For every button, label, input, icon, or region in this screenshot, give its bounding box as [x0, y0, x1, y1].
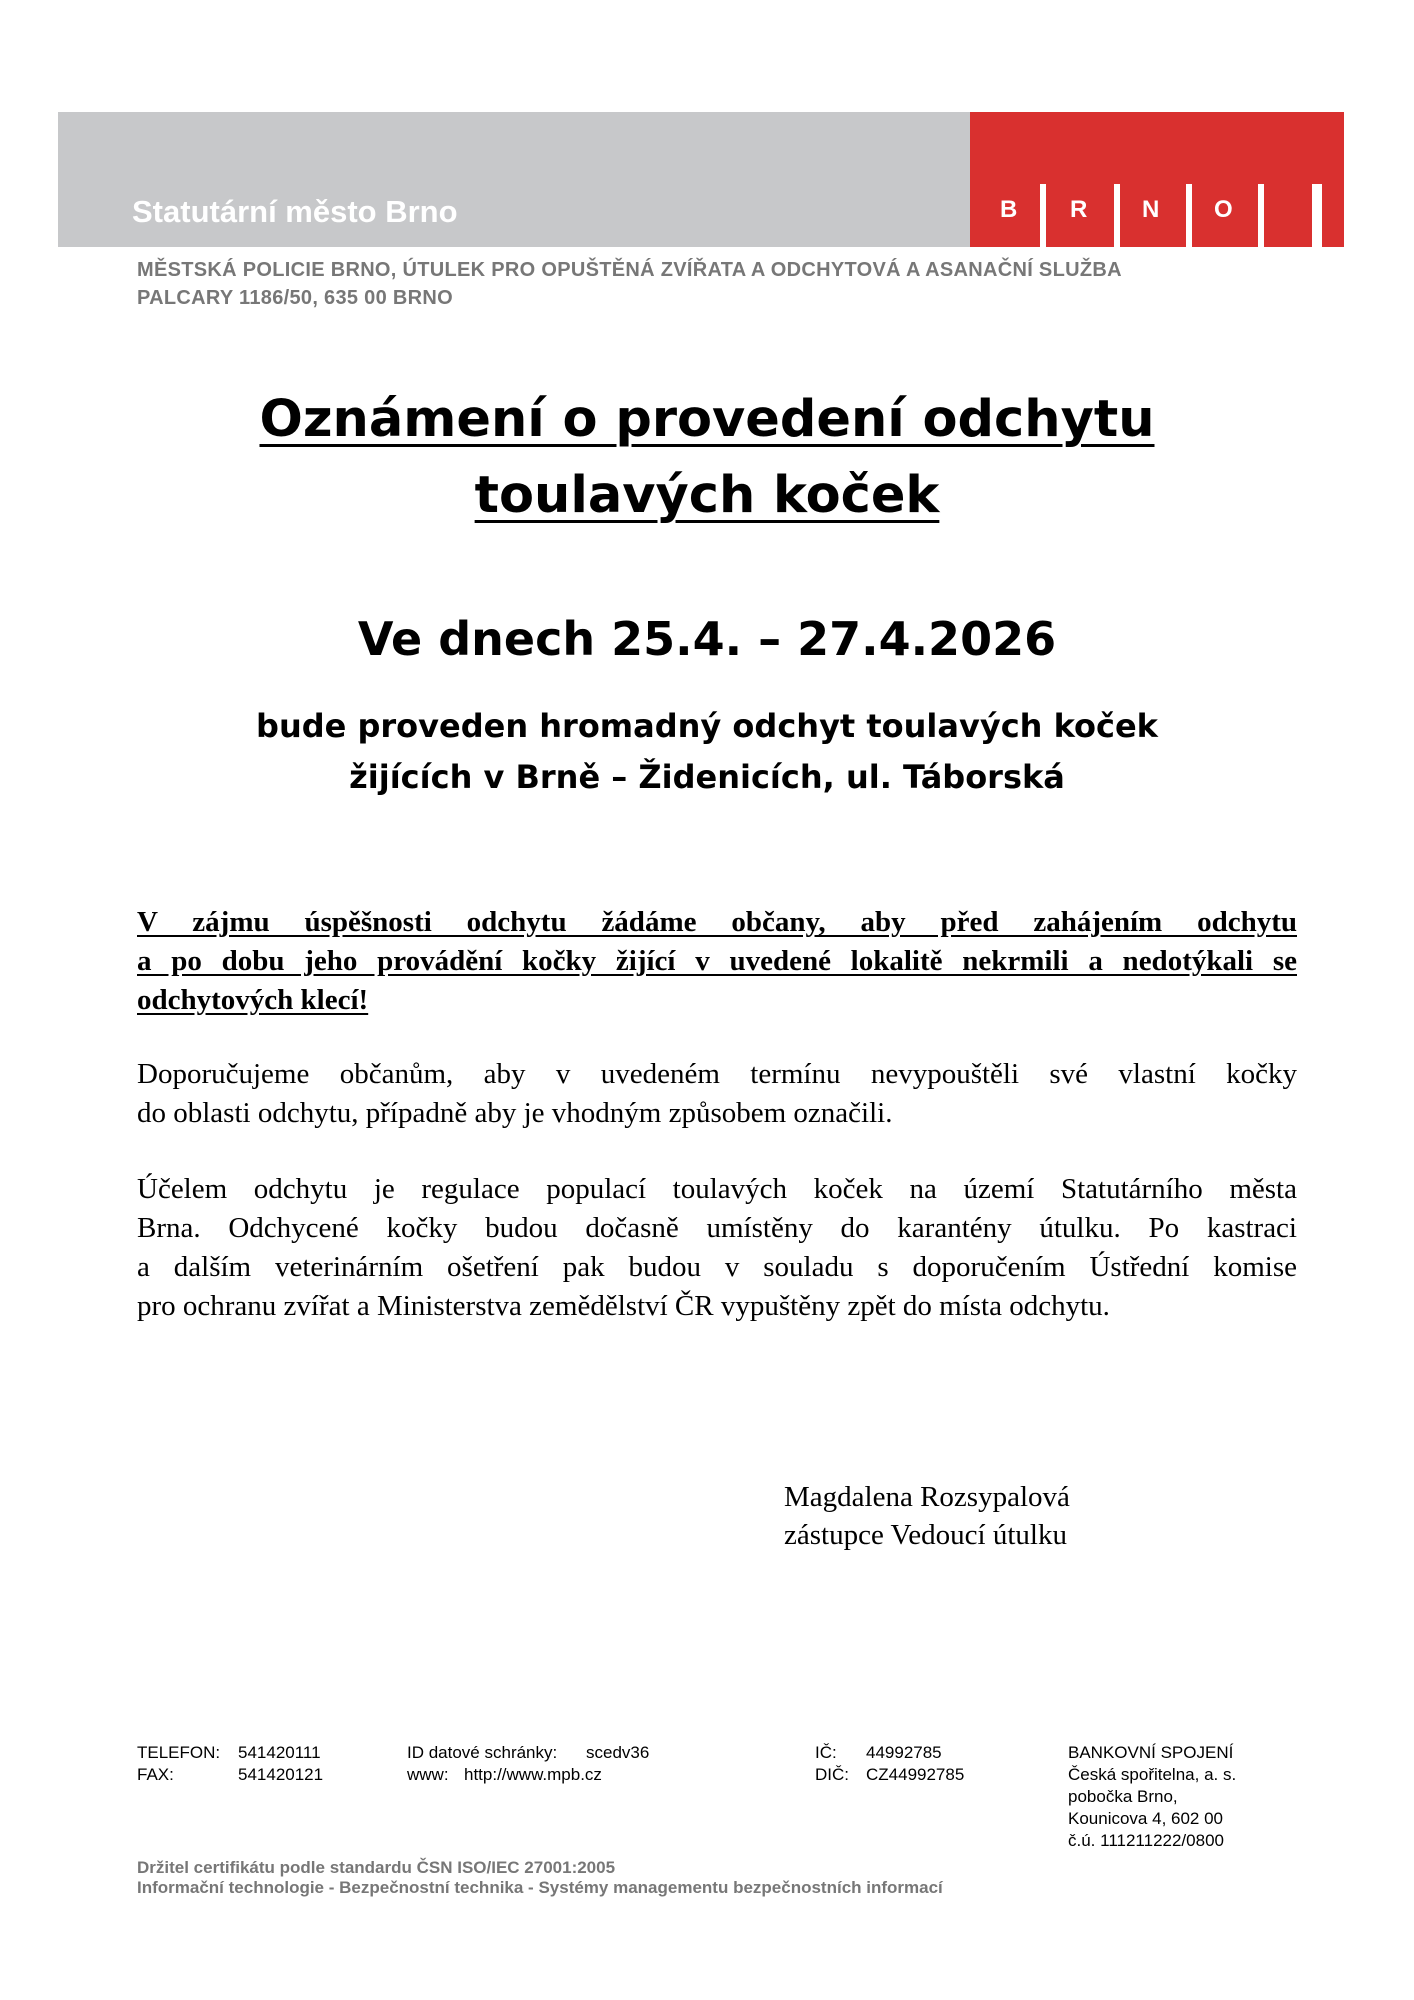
dic-value: CZ44992785 [866, 1765, 965, 1784]
page-title: Oznámení o provedení odchytu [259, 390, 1155, 449]
logo-letter-r: R [1070, 196, 1088, 223]
ic-label: IČ: [815, 1743, 837, 1762]
signatory-role: zástupce Vedoucí útulku [784, 1519, 1067, 1551]
logo-separator [1040, 184, 1046, 247]
fax-value: 541420121 [238, 1765, 324, 1784]
bank-heading: BANKOVNÍ SPOJENÍ [1068, 1743, 1234, 1762]
logo-separator [1114, 184, 1120, 247]
paragraph-line: pro ochranu zvířat a Ministerstva zemědělství ČR vypuštěny zpět do místa odchytu. [137, 1290, 1110, 1322]
header-gray-bar [58, 112, 970, 247]
paragraph-line: do oblasti odchytu, případně aby je vhodným způsobem označili. [137, 1097, 893, 1129]
bank-account: č.ú. 111211222/0800 [1068, 1831, 1224, 1850]
department-address: PALCARY 1186/50, 635 00 BRNO [137, 287, 453, 309]
phone-label: TELEFON: [137, 1743, 221, 1762]
databox-value: scedv36 [586, 1743, 650, 1762]
certification-scope: Informační technologie - Bezpečnostní technika - Systémy managementu bezpečnostních informací [137, 1878, 943, 1897]
www-label: www: [407, 1765, 449, 1784]
fax-label: FAX: [137, 1765, 174, 1784]
page-title-continued: toulavých koček [474, 466, 940, 525]
paragraph-line: Brna. Odchycené kočky budou dočasně umístěny do karantény útulku. Po kastraci [137, 1212, 1297, 1244]
signatory-name: Magdalena Rozsypalová [784, 1481, 1070, 1513]
logo-separator [1186, 184, 1192, 247]
recommendation-paragraph [137, 1055, 1297, 1133]
ic-value: 44992785 [866, 1743, 942, 1762]
logo-letter-o: O [1214, 196, 1233, 223]
website-link[interactable]: http://www.mpb.cz [464, 1765, 602, 1784]
subtitle-line: bude proveden hromadný odchyt toulavých koček [256, 707, 1158, 745]
paragraph-line: a dalším veterinárním ošetření pak budou v souladu s doporučením Ústřední komise [137, 1251, 1297, 1283]
city-name: Statutární město Brno [132, 194, 458, 229]
subtitle-location: žijících v Brně – Židenicích, ul. Táborská [349, 758, 1065, 796]
logo-letter-b: B [1000, 196, 1018, 223]
bank-line: Kounicova 4, 602 00 [1068, 1809, 1224, 1828]
paragraph-line: odchytových klecí! [137, 984, 369, 1016]
department-name: MĚSTSKÁ POLICIE BRNO, ÚTULEK PRO OPUŠTĚNÁ ZVÍŘATA A ODCHYTOVÁ A ASANAČNÍ SLUŽBA [137, 259, 1122, 281]
certification-line: Držitel certifikátu podle standardu ČSN ISO/IEC 27001:2005 [137, 1858, 616, 1877]
paragraph-line: Doporučujeme občanům, aby v uvedeném termínu nevypouštěli své vlastní kočky [137, 1058, 1297, 1090]
purpose-paragraph [137, 1170, 1297, 1326]
paragraph-line: Účelem odchytu je regulace populací toulavých koček na území Statutárního města [137, 1173, 1297, 1205]
paragraph-line: V zájmu úspěšnosti odchytu žádáme občany, aby před zahájením odchytu [137, 906, 1297, 938]
logo-separator [1258, 184, 1264, 247]
date-range: Ve dnech 25.4. – 27.4.2026 [357, 612, 1057, 666]
brno-logo [970, 112, 1344, 247]
bank-line: pobočka Brno, [1068, 1787, 1178, 1806]
databox-label: ID datové schránky: [407, 1743, 558, 1762]
logo-letter-n: N [1142, 196, 1160, 223]
warning-paragraph [137, 903, 1297, 1020]
bank-line: Česká spořitelna, a. s. [1068, 1765, 1237, 1784]
header-band [58, 112, 1344, 247]
paragraph-line: a po dobu jeho provádění kočky žijící v uvedené lokalitě nekrmili a nedotýkali se [137, 945, 1297, 977]
dic-label: DIČ: [815, 1765, 849, 1784]
logo-end-bar [1312, 184, 1322, 247]
phone-value: 541420111 [238, 1743, 321, 1762]
